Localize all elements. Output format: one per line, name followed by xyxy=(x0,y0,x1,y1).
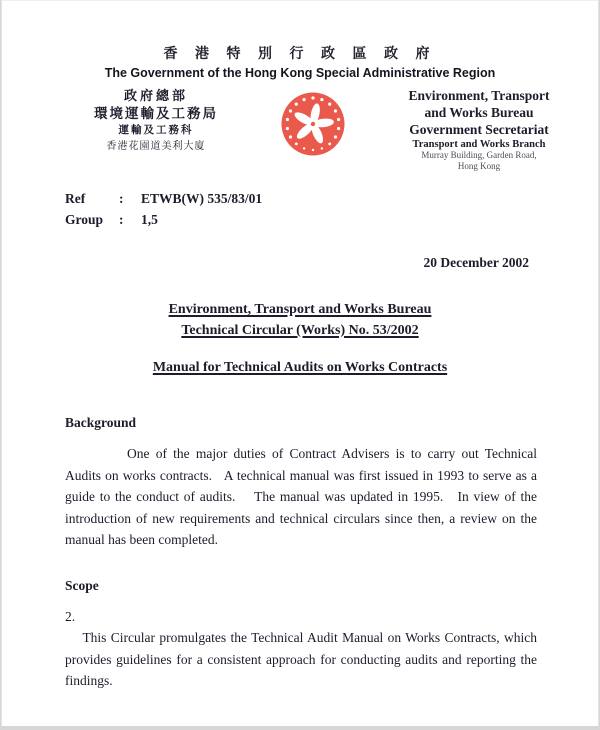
paragraph-number: 2. xyxy=(65,608,76,624)
document-page xyxy=(1,0,599,726)
circular-subject: Manual for Technical Audits on Works Contracts xyxy=(152,360,448,375)
document-title-block xyxy=(2,299,598,378)
cn-line-bureau: 環境運輸及工務局 xyxy=(94,106,218,122)
circular-title-line2: Technical Circular (Works) No. 53/2002 xyxy=(181,323,419,338)
cn-line-secretariat: 政府總部 xyxy=(123,88,188,103)
group-colon: : xyxy=(119,212,124,227)
gov-title-chinese: 香 港 特 別 行 政 區 政 府 xyxy=(163,47,437,62)
en-line-branch: Transport and Works Branch xyxy=(412,139,546,150)
group-value: 1,5 xyxy=(141,212,158,227)
ref-label: Ref xyxy=(65,191,86,206)
document-date: 20 December 2002 xyxy=(423,255,529,270)
cn-line-building: 香港花園道美利大廈 xyxy=(106,140,206,152)
ref-value: ETWB(W) 535/83/01 xyxy=(141,191,263,206)
letterhead xyxy=(65,87,580,171)
gov-title-english: The Government of the Hong Kong Special Administrative Region xyxy=(104,66,496,80)
cn-line-branch: 運輸及工務科 xyxy=(118,125,194,137)
en-line-bureau-1: Environment, Transport xyxy=(408,88,550,103)
paragraph-background: One of the major duties of Contract Advisers is to carry out Technical Audits on works contracts. A technical manual was first issued in 1993 to serve as a guide to the conduct of audits. The manual was updated in 1995. In view of the introduction of new requirements and technical circulars since then, a review on the manual has been completed. xyxy=(65,446,541,547)
heading-background: Background xyxy=(65,415,137,430)
paragraph-scope-text: This Circular promulgates the Technical Audit Manual on Works Contracts, which provides guidelines for a consistent approach for conducting audits and reporting the findings. xyxy=(65,630,541,688)
group-label: Group xyxy=(65,212,104,227)
ref-colon: : xyxy=(119,191,124,206)
circular-title-line1: Environment, Transport and Works Bureau xyxy=(168,302,432,317)
paragraph-scope xyxy=(65,606,541,714)
en-line-bureau-2: and Works Bureau xyxy=(424,105,534,120)
hk-sar-emblem-icon xyxy=(280,87,346,162)
ref-row xyxy=(65,188,598,209)
bureau-address-english xyxy=(378,87,580,173)
en-line-secretariat: Government Secretariat xyxy=(409,122,549,137)
en-line-building: Murray Building, Garden Road, xyxy=(421,150,537,160)
en-line-city: Hong Kong xyxy=(457,161,501,172)
bureau-address-chinese xyxy=(65,87,247,154)
reference-block xyxy=(65,188,598,230)
heading-scope: Scope xyxy=(65,577,99,593)
group-row xyxy=(65,209,598,230)
